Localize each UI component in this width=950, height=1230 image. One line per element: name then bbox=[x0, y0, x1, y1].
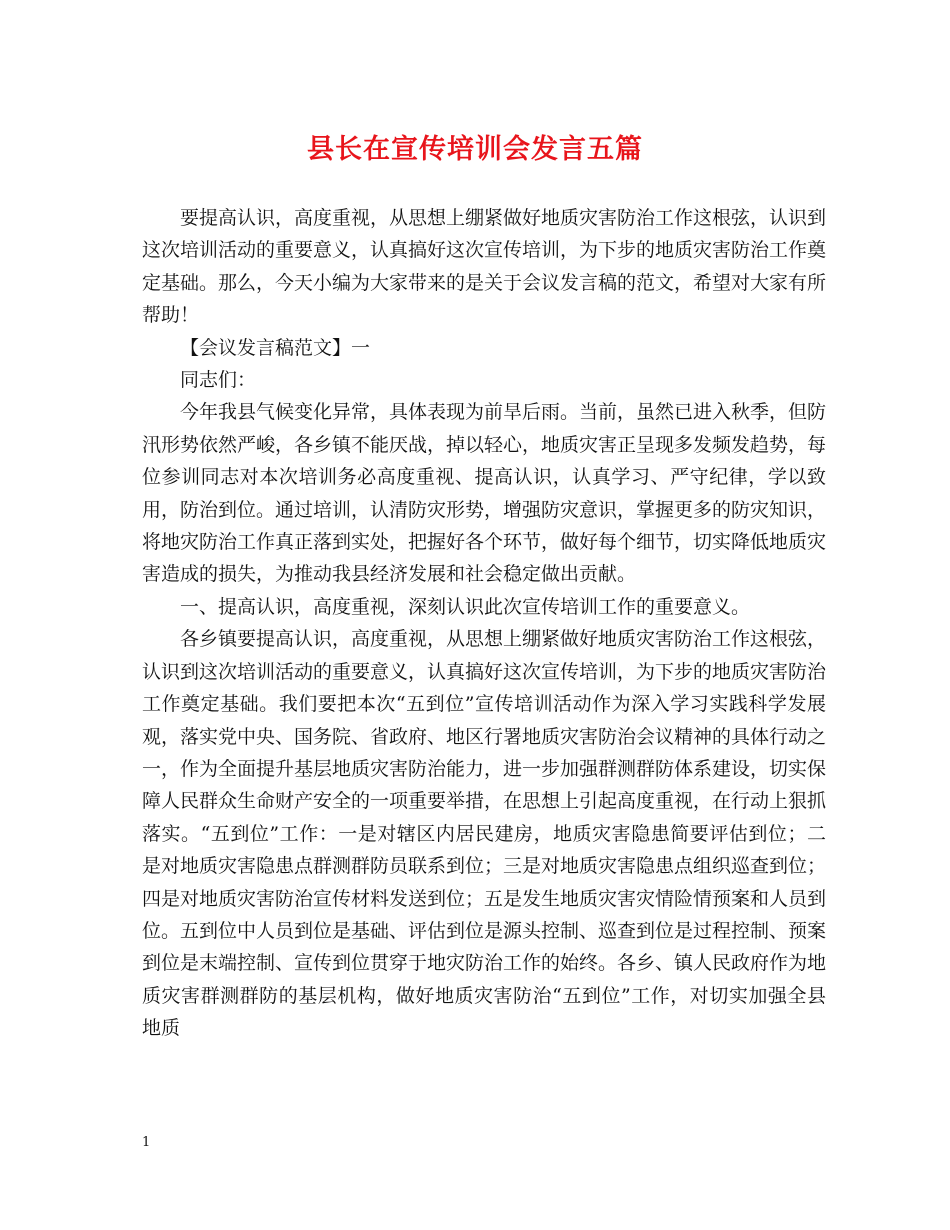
intro-paragraph: 要提高认识，高度重视，从思想上绷紧做好地质灾害防治工作这根弦，认识到这次培训活动的重要意义，认真搞好这次宣传培训，为下步的地质灾害防治工作奠定基础。那么，今天小编为大家带来的是关于会议发言稿的范文，希望对大家有所帮助！ bbox=[142, 207, 827, 327]
body-paragraph: 各乡镇要提高认识，高度重视，从思想上绷紧做好地质灾害防治工作这根弦，认识到这次培训活动的重要意义，认真搞好这次宣传培训，为下步的地质灾害防治工作奠定基础。我们要把本次“五到位”宣传培训活动作为深入学习实践科学发展观，落实党中央、国务院、省政府、地区行署地质灾害防治会议精神的具体行动之一，作为全面提升基层地质灾害防治能力，进一步加强群测群防体系建设，切实保障人民群众生命财产安全的一项重要举措，在思想上引起高度重视，在行动上狠抓落实。“五到位”工作：一是对辖区内居民建房，地质灾害隐患简要评估到位；二是对地质灾害隐患点群测群防员联系到位；三是对地质灾害隐患点组织巡查到位；四是对地质灾害防治宣传材料发送到位；五是发生地质灾害灾情险情预案和人员到位。五到位中人员到位是基础、评估到位是源头控制、巡查到位是过程控制、预案到位是末端控制、宣传到位贯穿于地灾防治工作的始终。各乡、镇人民政府作为地质灾害群测群防的基层机构，做好地质灾害防治“五到位”工作，对切实加强全县地质 bbox=[142, 628, 827, 1040]
salutation: 同志们： bbox=[180, 369, 257, 392]
page-number: 1 bbox=[142, 1135, 151, 1150]
section-heading: 【会议发言稿范文】一 bbox=[180, 336, 371, 359]
document-title: 县长在宣传培训会发言五篇 bbox=[307, 134, 643, 165]
subheading: 一、提高认识，高度重视，深刻认识此次宣传培训工作的重要意义。 bbox=[180, 595, 751, 618]
document-body bbox=[142, 202, 826, 1045]
body-paragraph: 今年我县气候变化异常，具体表现为前旱后雨。当前，虽然已进入秋季，但防汛形势依然严峻，各乡镇不能厌战，掉以轻心，地质灾害正呈现多发频发趋势，每位参训同志对本次培训务必高度重视、提高认识，认真学习、严守纪律，学以致用，防治到位。通过培训，认清防灾形势，增强防灾意识，掌握更多的防灾知识，将地灾防治工作真正落到实处，把握好各个环节，做好每个细节，切实降低地质灾害造成的损失，为推动我县经济发展和社会稳定做出贡献。 bbox=[142, 401, 827, 586]
